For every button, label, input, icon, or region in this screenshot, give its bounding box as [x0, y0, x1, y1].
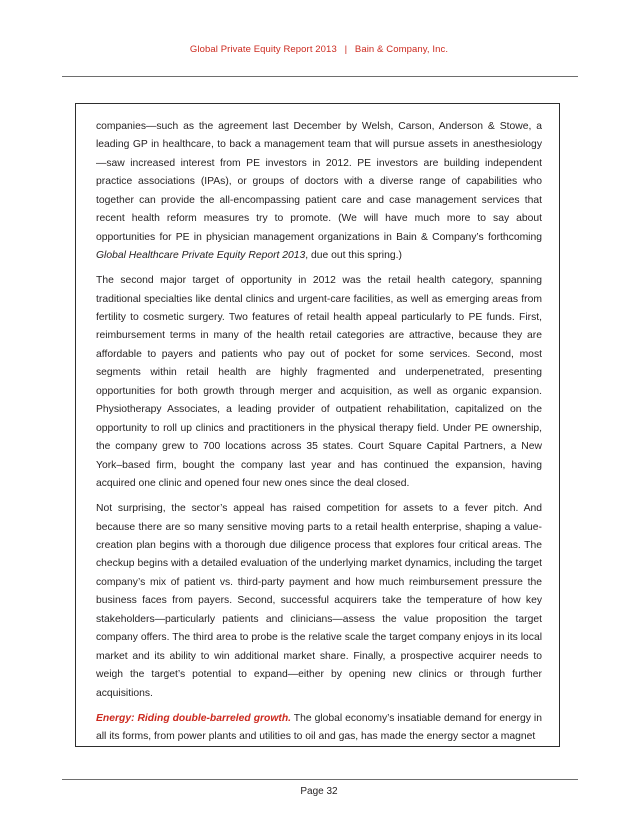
paragraph-energy — [96, 710, 542, 747]
paragraph-physician-groups — [96, 118, 542, 266]
paragraph-retail-health: The second major target of opportunity in 2012 was the retail health category, spanning traditional specialties like dental clinics and urgent-care facilities, as well as emerging areas from fertility to cosmetic surgery. Two features of retail health appeal particularly to PE funds. First, reimbursement terms in many of the health retail categories are attractive, because they are affordable to payers and patients who pay out of pocket for some services. Second, most segments within retail health are highly fragmented and underpenetrated, presenting opportunities for both growth through merger and acquisition, as well as organic expansion. Physiotherapy Associates, a leading provider of outpatient rehabilitation, capitalized on the opportunity to roll up clinics and practitioners in the physical therapy field. Under PE ownership, the company grew to 700 locations across 35 states. Court Square Capital Partners, a New York–based firm, bought the company last year and has continued the expansion, having acquired one clinic and opened four new ones since the deal closed. — [96, 275, 542, 490]
paragraph-text: companies—such as the agreement last December by Welsh, Carson, Anderson & Stowe, a leading GP in healthcare, to back a management team that will pursue assets in anesthesiology—saw increased interest from PE investors in 2012. PE investors are building independent practice associations (IPAs), or groups of doctors with a diverse range of capabilities who together can provide the all-encompassing patient care and case management services that recent health reform measures try to promote. (We will have much more to say about opportunities for PE in physician management organizations in Bain & Company’s forthcoming — [96, 121, 542, 243]
paragraph-competition: Not surprising, the sector’s appeal has raised competition for assets to a fever pitch. And because there are so many sensitive moving parts to a retail health enterprise, shaping a value-creation plan begins with a thorough due diligence process that explores four critical areas. The checkup begins with a detailed evaluation of the underlying market dynamics, including the target company’s mix of patient vs. third-party payment and how much reimbursement pressure the business faces from payers. Second, successful acquirers take the temperature of how key stakeholders—particularly patients and clinicians—assess the value proposition the target company offers. The third area to probe is the relative scale the target company enjoys in its local market and its ability to win additional market share. Finally, a prospective acquirer needs to weigh the target’s potential to expand—either by opening new clinics or through further acquisitions. — [96, 503, 542, 699]
footer-rule — [62, 779, 578, 780]
header-separator: | — [344, 44, 348, 55]
body-text — [96, 118, 542, 753]
page-number: Page 32 — [300, 786, 338, 797]
paragraph-text: , due out this spring.) — [305, 250, 402, 262]
header-rule — [62, 76, 578, 77]
header-company: Bain & Company, Inc. — [354, 44, 449, 55]
report-title-italic: Global Healthcare Private Equity Report 2013 — [96, 250, 306, 262]
running-header — [0, 44, 638, 55]
energy-lead-in: Energy: Riding double-barreled growth. — [96, 712, 292, 724]
paragraph-text: The global economy’s insatiable demand for energy in all its forms, from power plants and utilities to oil and gas, has made the energy sector a magnet — [96, 712, 542, 742]
header-title: Global Private Equity Report 2013 — [189, 44, 337, 55]
